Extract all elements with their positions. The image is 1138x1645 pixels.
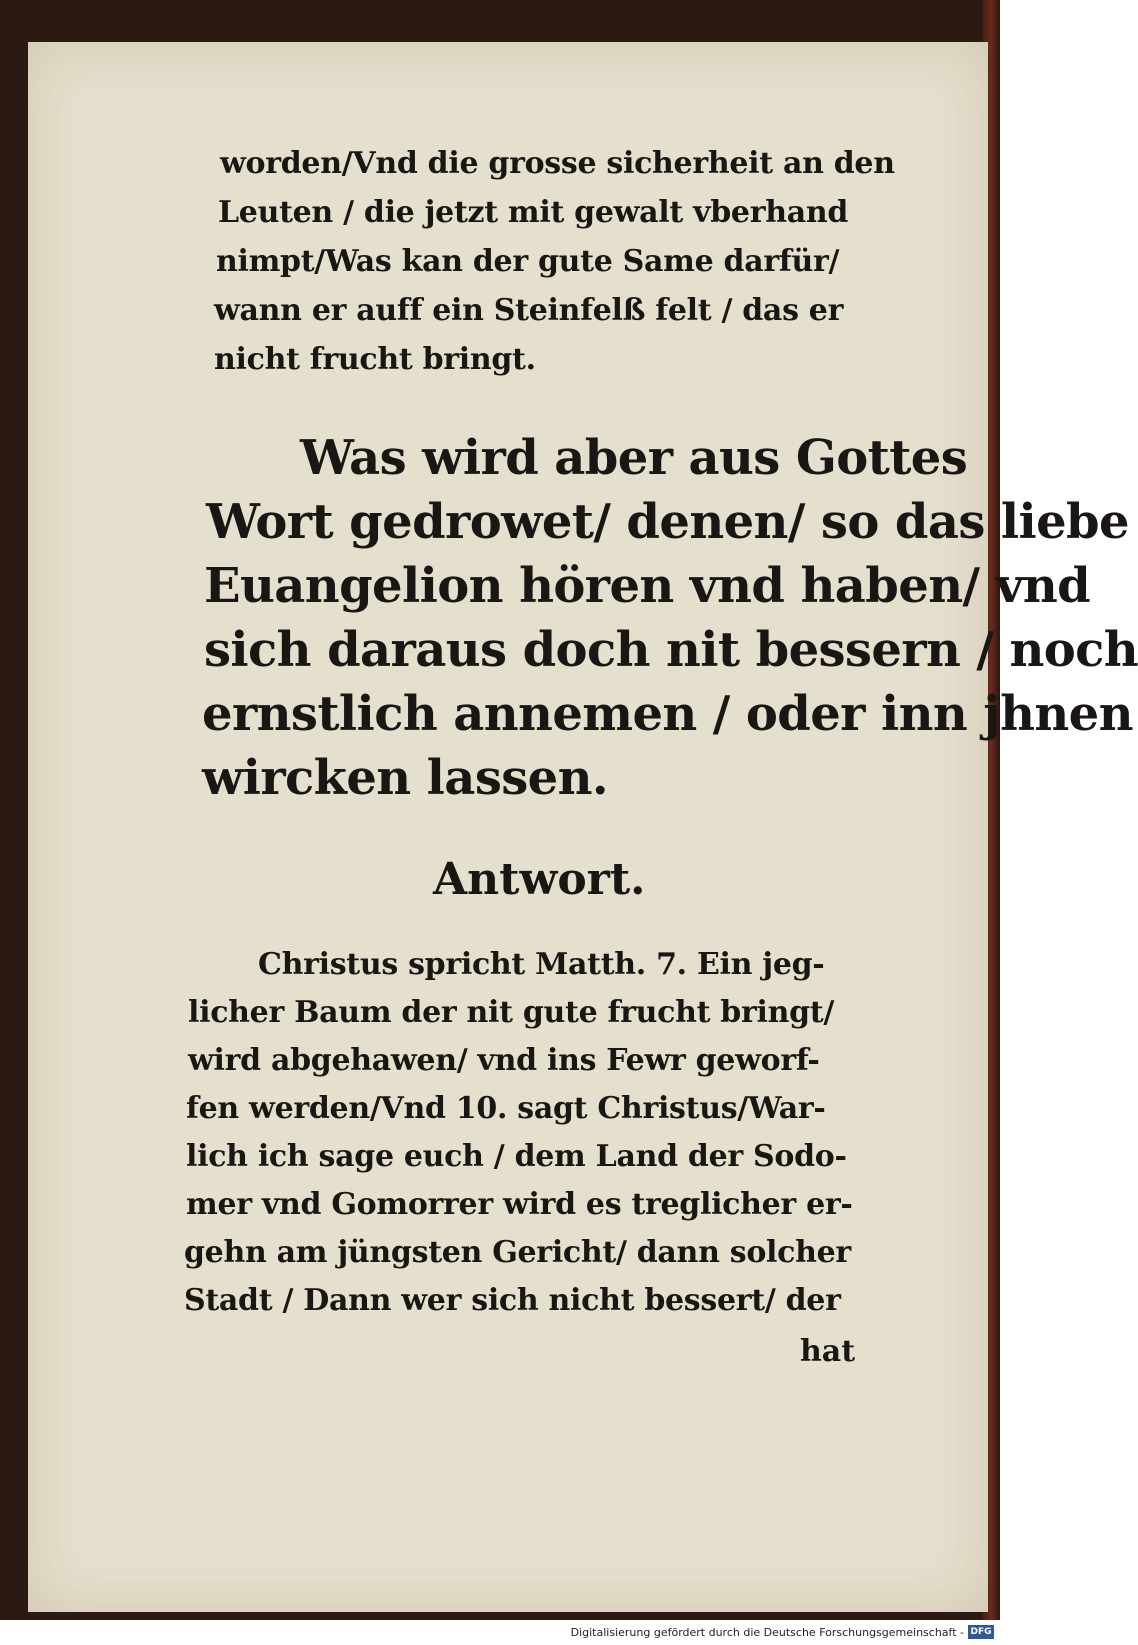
answer-line: wird abgehawen/ vnd ins Fewr geworf- <box>188 1043 820 1078</box>
top-line: Leuten / die jetzt mit gewalt vberhand <box>218 195 849 230</box>
top-line: nimpt/Was kan der gute Same darfür/ <box>216 244 840 279</box>
question-line: Was wird aber aus Gottes <box>300 430 968 486</box>
page-text-block <box>28 42 1138 1612</box>
section-heading: Antwort. <box>433 854 646 905</box>
top-line: worden/Vnd die grosse sicherheit an den <box>220 146 895 181</box>
top-line: wann er auff ein Steinfelß felt / das er <box>214 293 844 328</box>
question-line: ernstlich annemen / oder inn jhnen <box>202 686 1133 742</box>
question-line: sich daraus doch nit bessern / noch <box>204 622 1138 678</box>
question-line: Wort gedrowet/ denen/ so das liebe <box>206 494 1129 550</box>
question-line: Euangelion hören vnd haben/ vnd <box>204 558 1091 614</box>
book-page <box>28 42 1138 1612</box>
question-line: wircken lassen. <box>202 750 609 806</box>
catchword: hat <box>800 1334 856 1369</box>
top-line: nicht frucht bringt. <box>214 342 536 377</box>
footer-bar <box>0 1620 1000 1645</box>
funding-notice: Digitalisierung gefördert durch die Deutsche Forschungsgemeinschaft - <box>570 1626 964 1639</box>
answer-line: Stadt / Dann wer sich nicht bessert/ der <box>184 1283 841 1318</box>
dfg-logo: DFG <box>968 1625 994 1639</box>
answer-line: mer vnd Gomorrer wird es treglicher er- <box>186 1187 853 1222</box>
answer-line: fen werden/Vnd 10. sagt Christus/War- <box>186 1091 826 1126</box>
answer-line: gehn am jüngsten Gericht/ dann solcher <box>184 1235 851 1270</box>
answer-line: lich ich sage euch / dem Land der Sodo- <box>186 1139 847 1174</box>
answer-line: licher Baum der nit gute frucht bringt/ <box>188 995 834 1030</box>
answer-line: Christus spricht Matth. 7. Ein jeg- <box>258 947 825 982</box>
